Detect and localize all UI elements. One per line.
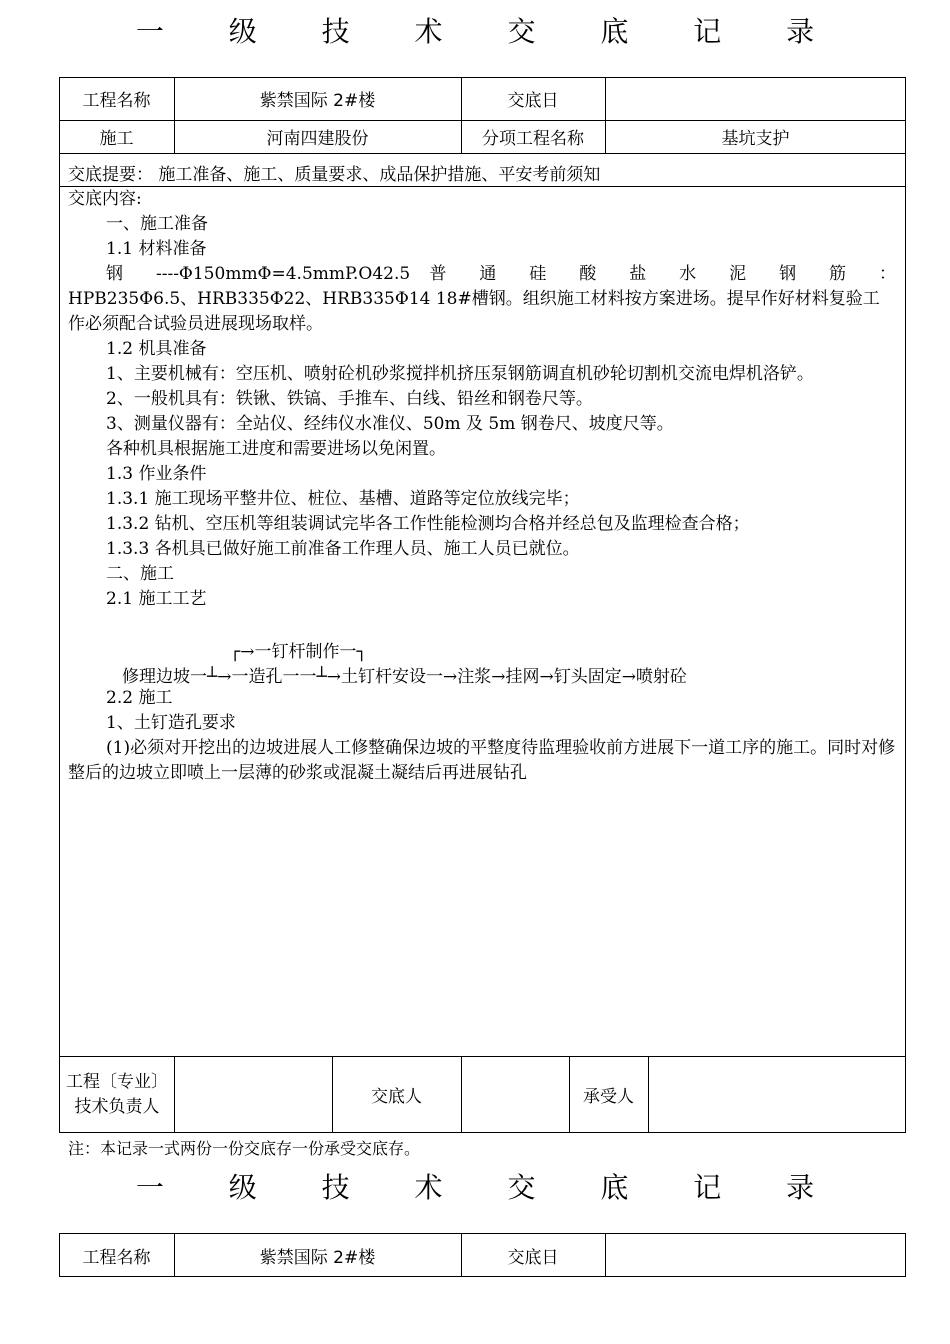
sub-project-label: 分项工程名称 xyxy=(482,129,584,149)
record-title-2: 一 级 技 术 交 底 记 录 xyxy=(135,1171,843,1204)
content-line: 3、测量仪器有：全站仪、经纬仪水准仪、50m 及 5m 钢卷尺、坡度尺等。 xyxy=(106,414,674,434)
content-line: 1、主要机械有：空压机、喷射砼机砂浆搅拌机挤压泵钢筋调直机砂轮切割机交流电焊机洛铲。 xyxy=(106,364,814,384)
disclosure-date-value xyxy=(605,77,906,120)
disclosure-summary: 交底提要： 施工准备、施工、质量要求、成品保护措施、平安考前须知 xyxy=(68,165,601,185)
content-line: 1.3 作业条件 xyxy=(106,464,207,484)
project-name-label-2: 工程名称 xyxy=(82,1247,151,1268)
content-heading: 交底内容: xyxy=(68,189,142,209)
content-line: 1.1 材料准备 xyxy=(106,239,207,259)
content-line: 各种机具根据施工进度和需要进场以免闲置。 xyxy=(106,439,446,459)
construction-value: 河南四建股份 xyxy=(266,129,369,149)
content-line: 1.3.2 钻机、空压机等组装调试完毕各工作性能检测均合格并经总包及监理检查合格； xyxy=(106,514,750,534)
process-flow-main: 修理边坡一┴→一造孔一一┴→土钉杆安设一→注浆→挂网→钉头固定→喷射砼 xyxy=(122,667,687,687)
content-line: 一、施工准备 xyxy=(106,214,208,234)
content-line: 钢 ----Φ150mmΦ=4.5mmP.O42.5 普 通 硅 酸 盐 水 泥 钢 筋 ： xyxy=(106,264,896,284)
project-name-value-2: 紫禁国际 2#楼 xyxy=(259,1247,376,1268)
tech-lead-signature xyxy=(174,1056,332,1133)
content-line: 2.1 施工工艺 xyxy=(106,589,207,609)
disclosure-date-label: 交底日 xyxy=(507,91,559,111)
content-line: 1.3.1 施工现场平整井位、桩位、基槽、道路等定位放线完毕； xyxy=(106,489,580,509)
sub-project-value: 基坑支护 xyxy=(721,129,790,149)
disclosure-date-value-2 xyxy=(605,1233,906,1277)
discloser-signature xyxy=(461,1056,569,1133)
content-line: 1.2 机具准备 xyxy=(106,339,207,359)
content-line: (1)必须对开挖出的边坡进展人工修整确保边坡的平整度待监理验收前方进展下一道工序的施工。同时对修整后的边坡立即喷上一层薄的砂浆或混凝土凝结后再进展钻孔 xyxy=(68,738,896,783)
content-line: 二、施工 xyxy=(106,564,174,584)
discloser-label: 交底人 xyxy=(371,1087,422,1107)
content-line: HPB235Φ6.5、HRB335Φ22、HRB335Φ14 18#槽钢。组织施工材料按方案进场。提早作好材料复验工作必须配合试验员进展现场取样。 xyxy=(68,289,880,334)
process-flow-branch: ┌→一钉杆制作一┐ xyxy=(230,642,367,662)
receiver-label: 承受人 xyxy=(583,1087,634,1107)
tech-lead-label: 工程〔专业〕技术负责人 xyxy=(66,1071,168,1117)
content-line: 1、土钉造孔要求 xyxy=(106,713,236,733)
record-note: 注：本记录一式两份一份交底存一份承受交底存。 xyxy=(68,1139,421,1158)
record-title: 一 级 技 术 交 底 记 录 xyxy=(135,15,843,48)
project-name-value: 紫禁国际 2#楼 xyxy=(259,91,376,111)
disclosure-date-label-2: 交底日 xyxy=(507,1247,559,1268)
content-line: 2、一般机具有：铁锹、铁镐、手推车、白线、铅丝和钢卷尺等。 xyxy=(106,389,593,409)
receiver-signature xyxy=(648,1056,906,1133)
disclosure-content xyxy=(68,187,896,612)
project-name-label: 工程名称 xyxy=(82,91,151,111)
content-line: 1.3.3 各机具已做好施工前准备工作理人员、施工人员已就位。 xyxy=(106,539,580,559)
construction-requirements xyxy=(68,686,896,786)
construction-label: 施工 xyxy=(99,129,134,149)
content-line: 2.2 施工 xyxy=(106,688,173,708)
